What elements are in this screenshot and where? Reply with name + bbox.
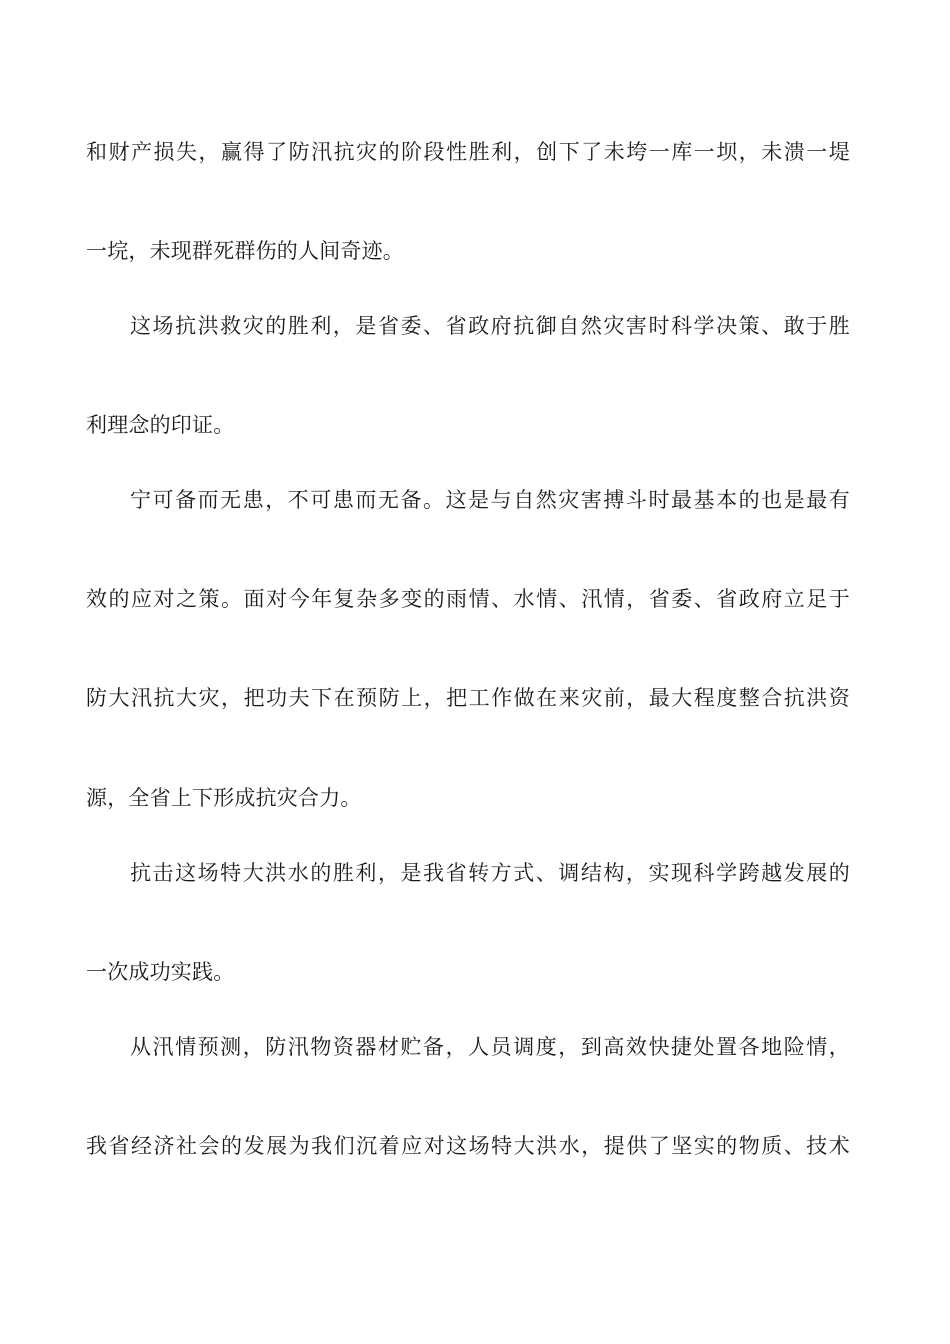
paragraph-first-line: 从汛情预测，防汛物资器材贮备，人员调度，到高效快捷处置各地险情， (130, 1035, 850, 1059)
paragraph-first-line: 抗击这场特大洪水的胜利，是我省转方式、调结构，实现科学跨越发展的 (130, 861, 850, 885)
text-line: 一垸，未现群死群伤的人间奇迹。 (86, 239, 404, 263)
text-line: 一次成功实践。 (86, 960, 235, 984)
text-line: 我省经济社会的发展为我们沉着应对这场特大洪水，提供了坚实的物质、技术 (86, 1134, 850, 1158)
text-line: 防大汛抗大灾，把功夫下在预防上，把工作做在来灾前，最大程度整合抗洪资 (86, 686, 850, 710)
text-line: 和财产损失，赢得了防汛抗灾的阶段性胜利，创下了未垮一库一坝，未溃一堤 (86, 140, 850, 164)
paragraph-first-line: 宁可备而无患，不可患而无备。这是与自然灾害搏斗时最基本的也是最有 (130, 488, 850, 512)
text-line: 利理念的印证。 (86, 413, 235, 437)
text-line: 源，全省上下形成抗灾合力。 (86, 786, 362, 810)
text-line: 效的应对之策。面对今年复杂多变的雨情、水情、汛情，省委、省政府立足于 (86, 587, 850, 611)
paragraph-first-line: 这场抗洪救灾的胜利，是省委、省政府抗御自然灾害时科学决策、敢于胜 (130, 314, 850, 338)
